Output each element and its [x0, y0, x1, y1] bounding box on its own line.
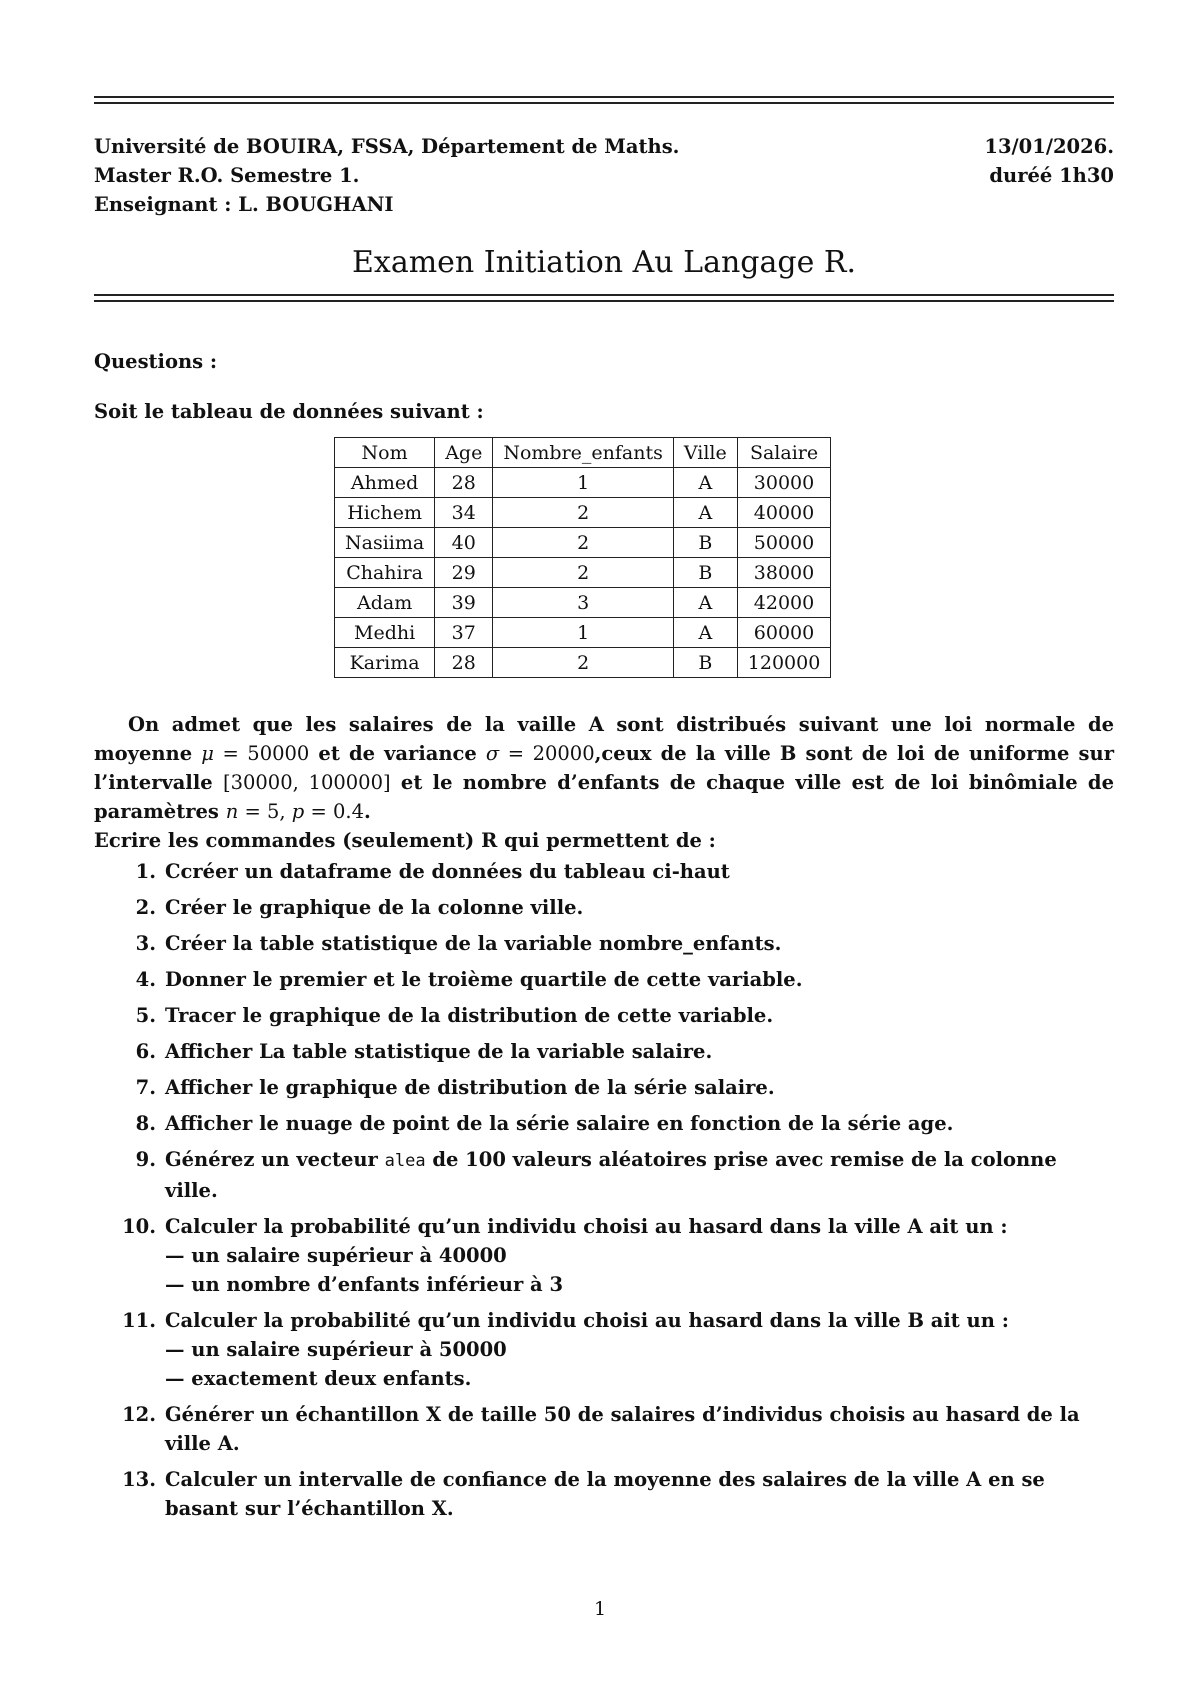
para-text-1: On admet que les salaires de la vaille A sont distribués suivant une loi normale de moyenne: [94, 713, 1114, 765]
para-text-4: et le nombre d’enfants de chaque ville est de loi binômiale de paramètres: [94, 771, 1114, 823]
question-text: Afficher La table statistique de la variable salaire.: [165, 1040, 713, 1063]
table-cell: 50000: [737, 528, 831, 558]
list-item: [94, 857, 1114, 886]
question-text-before: Générez un vecteur: [165, 1148, 385, 1171]
master-line: Master R.O. Semestre 1.: [94, 164, 360, 187]
table-cell: 40000: [737, 498, 831, 528]
teacher-line: Enseignant : L. BOUGHANI: [94, 193, 394, 216]
table-row: [335, 588, 831, 618]
table-cell: 30000: [737, 468, 831, 498]
question-text: Calculer la probabilité qu’un individu choisi au hasard dans la ville B ait un :: [165, 1309, 1009, 1332]
table-cell: B: [673, 648, 737, 678]
table-row: [335, 528, 831, 558]
math-interval: [30000, 100000]: [222, 771, 391, 794]
list-item: [94, 965, 1114, 994]
table-row: [335, 468, 831, 498]
list-item: [94, 929, 1114, 958]
table-cell: 3: [493, 588, 674, 618]
sub-item: — un salaire supérieur à 40000: [165, 1244, 507, 1267]
table-cell: Nasiima: [335, 528, 435, 558]
table-row: [335, 648, 831, 678]
table-cell: A: [673, 588, 737, 618]
para-text-5: .: [364, 800, 371, 823]
math-p: p: [291, 800, 305, 823]
table-cell: 38000: [737, 558, 831, 588]
exam-duration: duréé 1h30: [989, 164, 1114, 187]
question-text: Afficher le graphique de distribution de la série salaire.: [165, 1076, 775, 1099]
table-cell: Adam: [335, 588, 435, 618]
question-number: 6.: [135, 1040, 156, 1063]
col-header-nom: Nom: [335, 438, 435, 468]
data-table: [334, 437, 831, 678]
sub-item: — exactement deux enfants.: [165, 1367, 472, 1390]
question-text: Ccréer un dataframe de données du tableau ci-haut: [165, 860, 730, 883]
table-cell: 40: [435, 528, 493, 558]
table-cell: A: [673, 618, 737, 648]
question-number: 8.: [135, 1112, 156, 1135]
col-header-salaire: Salaire: [737, 438, 831, 468]
table-cell: 2: [493, 528, 674, 558]
list-item: [94, 1073, 1114, 1102]
question-number: 9.: [135, 1148, 156, 1171]
question-number: 5.: [135, 1004, 156, 1027]
question-number: 1.: [135, 860, 156, 883]
table-intro: Soit le tableau de données suivant :: [94, 400, 484, 423]
table-header-row: [335, 438, 831, 468]
list-item: [94, 1037, 1114, 1066]
table-cell: 39: [435, 588, 493, 618]
question-number: 12.: [122, 1403, 156, 1426]
table-cell: A: [673, 498, 737, 528]
math-eq-n: = 5,: [238, 800, 292, 823]
question-text-after: de 100 valeurs aléatoires prise avec remise de la colonne ville.: [165, 1148, 1057, 1202]
question-text: Créer le graphique de la colonne ville.: [165, 896, 584, 919]
question-number: 3.: [135, 932, 156, 955]
exam-title: Examen Initiation Au Langage R.: [352, 245, 856, 280]
question-number: 11.: [122, 1309, 156, 1332]
sub-item: — un salaire supérieur à 50000: [165, 1338, 507, 1361]
math-mu: μ: [201, 742, 214, 765]
table-row: [335, 618, 831, 648]
table-cell: B: [673, 558, 737, 588]
code-alea: alea: [384, 1151, 426, 1171]
top-double-rule: [94, 96, 1114, 104]
math-n: n: [225, 800, 239, 823]
table-cell: Medhi: [335, 618, 435, 648]
title-double-rule: [94, 294, 1114, 302]
question-number: 10.: [122, 1215, 156, 1238]
math-eq-variance: = 20000: [499, 742, 595, 765]
table-cell: 1: [493, 468, 674, 498]
questions-label: Questions :: [94, 350, 218, 373]
question-number: 7.: [135, 1076, 156, 1099]
list-item: [94, 1306, 1114, 1393]
table-cell: 29: [435, 558, 493, 588]
list-item: [94, 893, 1114, 922]
table-cell: 60000: [737, 618, 831, 648]
table-cell: 37: [435, 618, 493, 648]
math-eq-mean: = 50000: [213, 742, 310, 765]
list-item: [94, 1400, 1114, 1458]
table-cell: 1: [493, 618, 674, 648]
para-text-2: et de variance: [309, 742, 486, 765]
para-text-3: ,ceux de la ville B sont de loi de uniforme sur l’intervalle: [94, 742, 1114, 794]
table-cell: 2: [493, 498, 674, 528]
table-cell: 2: [493, 648, 674, 678]
table-cell: A: [673, 468, 737, 498]
header-block: [94, 132, 1114, 219]
table-cell: 34: [435, 498, 493, 528]
exam-date: 13/01/2026.: [984, 135, 1114, 158]
table-cell: 42000: [737, 588, 831, 618]
table-cell: B: [673, 528, 737, 558]
question-text: Calculer un intervalle de confiance de la moyenne des salaires de la ville A en se basant sur l’échantillon X.: [165, 1468, 1045, 1520]
question-text: Générer un échantillon X de taille 50 de salaires d’individus choisis au hasard de la ville A.: [165, 1403, 1080, 1455]
table-cell: 120000: [737, 648, 831, 678]
table-cell: Karima: [335, 648, 435, 678]
col-header-ville: Ville: [673, 438, 737, 468]
question-number: 4.: [135, 968, 156, 991]
table-cell: Ahmed: [335, 468, 435, 498]
university-line: Université de BOUIRA, FSSA, Département de Maths.: [94, 135, 680, 158]
table-cell: Chahira: [335, 558, 435, 588]
table-cell: 2: [493, 558, 674, 588]
question-list: [94, 857, 1114, 1523]
list-item: [94, 1212, 1114, 1299]
math-eq-p: = 0.4: [304, 800, 365, 823]
header-right: [984, 132, 1114, 219]
col-header-age: Age: [435, 438, 493, 468]
list-item: [94, 1109, 1114, 1138]
page-number: 1: [593, 1598, 607, 1620]
list-item: [94, 1145, 1114, 1205]
list-item: [94, 1001, 1114, 1030]
question-text: Afficher le nuage de point de la série salaire en fonction de la série age.: [165, 1112, 954, 1135]
exam-page: [94, 96, 1114, 1530]
sub-item: — un nombre d’enfants inférieur à 3: [165, 1273, 564, 1296]
header-left: [94, 132, 679, 219]
question-text: Calculer la probabilité qu’un individu choisi au hasard dans la ville A ait un :: [165, 1215, 1008, 1238]
assumptions-paragraph: [94, 710, 1114, 826]
instruction-line: Ecrire les commandes (seulement) R qui permettent de :: [94, 829, 716, 852]
table-row: [335, 558, 831, 588]
table-cell: 28: [435, 468, 493, 498]
col-header-nombre-enfants: Nombre_enfants: [493, 438, 674, 468]
table-row: [335, 498, 831, 528]
question-text: Donner le premier et le troièmе quartile de cette variable.: [165, 968, 803, 991]
list-item: [94, 1465, 1114, 1523]
table-cell: 28: [435, 648, 493, 678]
math-sigma: σ: [485, 742, 500, 765]
question-text: Tracer le graphique de la distribution de cette variable.: [165, 1004, 774, 1027]
question-text: Créer la table statistique de la variable nombre_enfants.: [165, 932, 782, 955]
question-number: 13.: [122, 1468, 156, 1491]
question-number: 2.: [135, 896, 156, 919]
table-cell: Hichem: [335, 498, 435, 528]
